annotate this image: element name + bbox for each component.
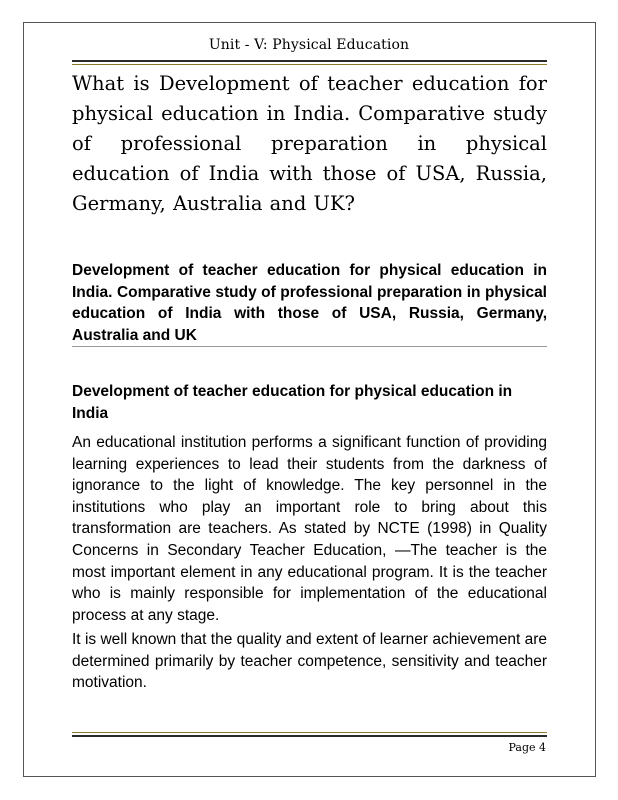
- section-divider: [72, 346, 547, 347]
- intro-heading: Development of teacher education for physical education in India. Comparative study of professional preparation in physical education of India with those of USA, Russia, Germany, Australia and UK: [72, 262, 547, 344]
- footer-rule: [72, 735, 547, 737]
- body-paragraph: It is well known that the quality and extent of learner achievement are determined primarily by teacher competence, sensitivity and teacher motivation.: [72, 631, 547, 692]
- footer-rule-accent: [72, 732, 547, 733]
- header-rule-accent: [72, 64, 547, 65]
- header-rule: [72, 60, 547, 62]
- page-number: Page 4: [508, 741, 546, 754]
- running-header: Unit - V: Physical Education: [208, 37, 410, 53]
- document-title: What is Development of teacher education for physical education in India. Comparative study of professional preparation in physical education of India with those of USA, Russia, Germany, Australia and UK?: [72, 72, 547, 215]
- section-heading: Development of teacher education for physical education in India: [72, 383, 513, 422]
- body-paragraph: An educational institution performs a significant function of providing learning experiences to lead their students from the darkness of ignorance to the light of knowledge. The key personnel in the institutions who play an important role to bring about this transformation are teachers. As stated by NCTE (1998) in Quality Concerns in Secondary Teacher Education, —The teacher is the most important element in any educational program. It is the teacher who is mainly responsible for implementation of the educational process at any stage.: [72, 434, 547, 624]
